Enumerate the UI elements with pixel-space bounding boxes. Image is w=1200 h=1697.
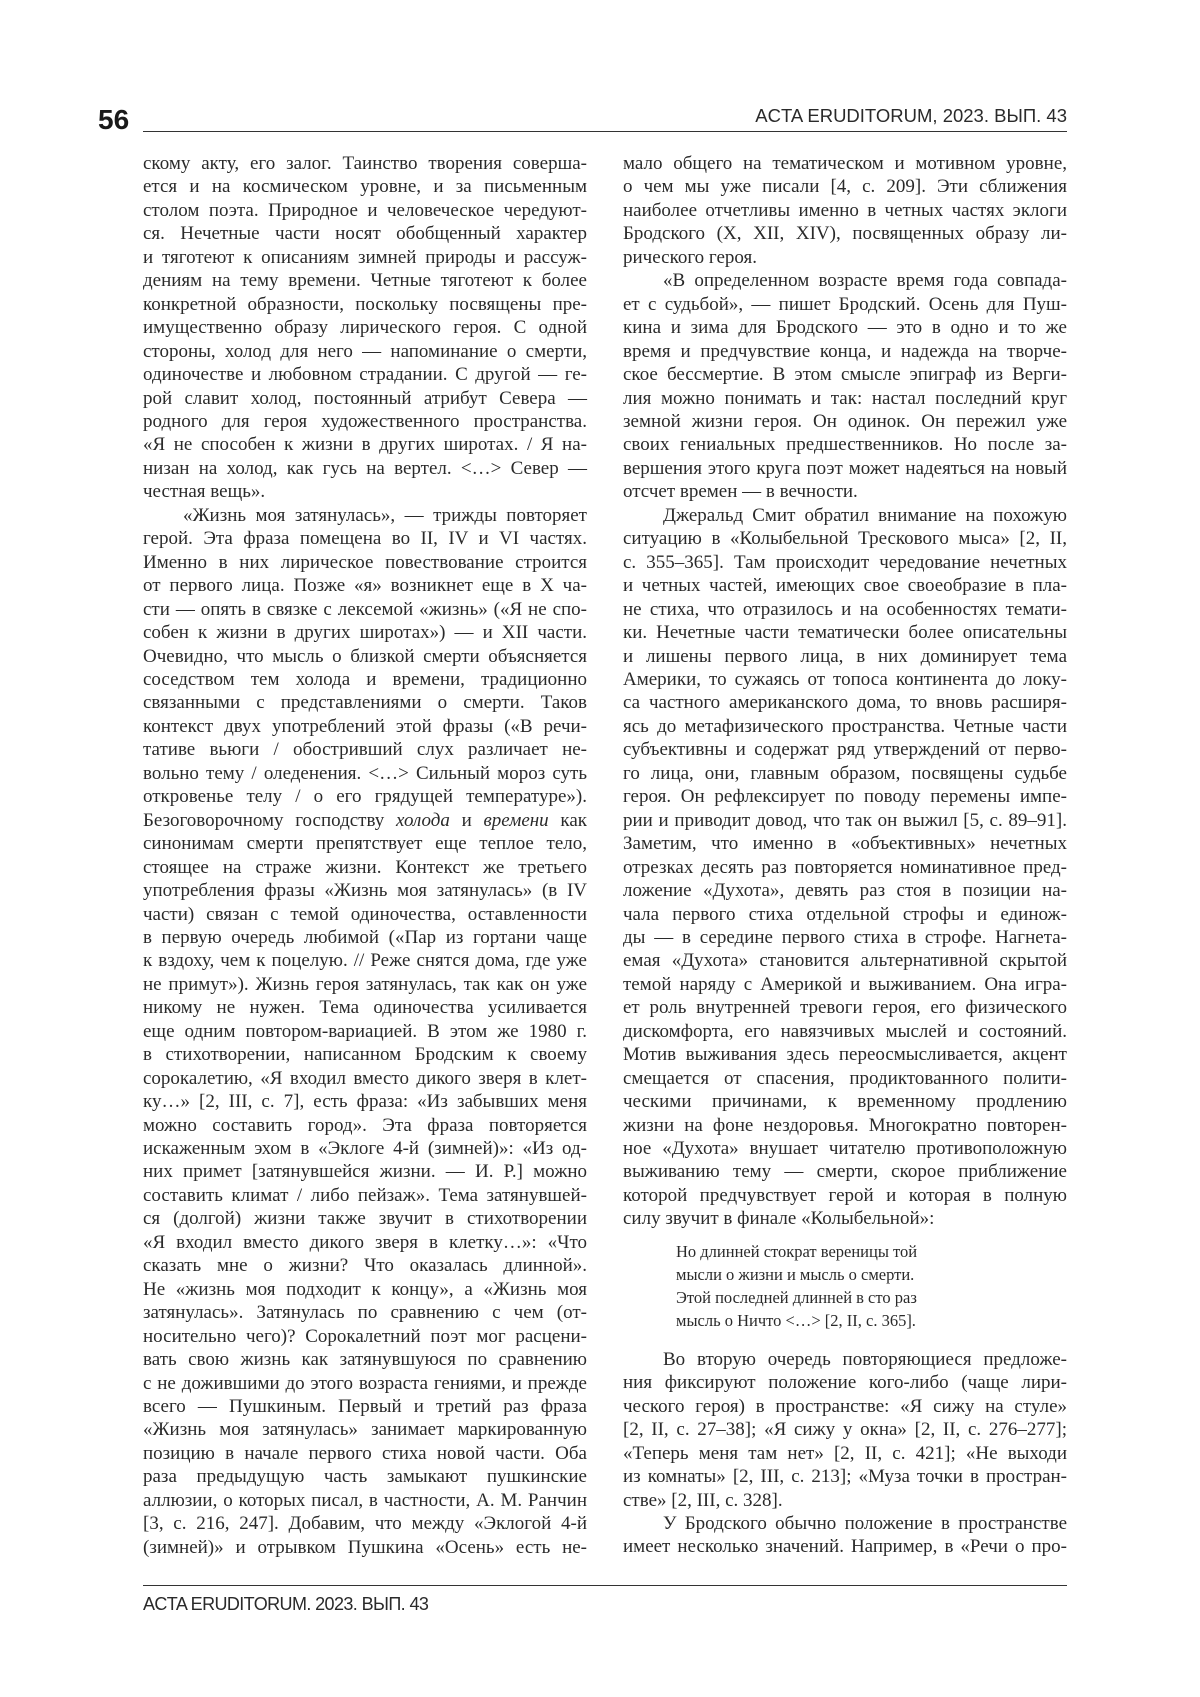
text-line: [3, с. 216, 247]. Добавим, что между «Эклогой 4-й — [143, 1512, 587, 1535]
text-line: которой предчувствует герой и которая в полную — [623, 1184, 1067, 1207]
text-line: стве» [2, III, с. 328]. — [623, 1489, 1067, 1512]
text-line: с. 355–365]. Там происходит чередование нечетных — [623, 551, 1067, 574]
text-line: герой. Эта фраза помещена во II, IV и VI частях. — [143, 527, 587, 550]
text-line: Во вторую очередь повторяющиеся предложе- — [623, 1348, 1067, 1371]
text-line: имущественно образу лирического героя. С одной — [143, 316, 587, 339]
text-line: к вздоху, чем к поцелую. // Реже снятся дома, где уже — [143, 949, 587, 972]
text-line: вать свою жизнь как затянувшуюся по сравнению — [143, 1348, 587, 1371]
text-line: и тяготеют к описаниям зимней природы и рассуж- — [143, 246, 587, 269]
italic-text: холода — [396, 810, 450, 831]
text-line: жизни на фоне нездоровья. Многократно повторен- — [623, 1114, 1067, 1137]
text-line: ситуацию в «Колыбельной Трескового мыса» [2, II, — [623, 527, 1067, 550]
text-line: ки. Нечетные части тематически более описательны — [623, 621, 1067, 644]
text-line: сказать мне о жизни? Что оказалась длинной». — [143, 1254, 587, 1277]
text-line: «В определенном возрасте время года совпада- — [623, 269, 1067, 292]
text-line: раза предыдущую часть замыкают пушкинские — [143, 1465, 587, 1488]
text-line: земной жизни героя. Он одинок. Он пережил уже — [623, 410, 1067, 433]
text-line: синонимам смерти препятствует еще теплое тело, — [143, 832, 587, 855]
text-line: не стиха, что отразилось и на особенностях темати- — [623, 598, 1067, 621]
text-line: и четных частей, имеющих свое своеобразие в пла- — [623, 574, 1067, 597]
text-line: Америки, то сужаясь от топоса континента до локу- — [623, 668, 1067, 691]
text-line: отсчет времен — в вечности. — [623, 480, 1067, 503]
text-line: низан на холод, как гусь на вертел. <…> Север — — [143, 457, 587, 480]
block-quote — [676, 1240, 1067, 1332]
text-line: ное «Духота» внушает читателю противоположную — [623, 1137, 1067, 1160]
text-line: смещается от спасения, продиктованного полити- — [623, 1067, 1067, 1090]
text-line: Мотив выживания здесь переосмысливается, акцент — [623, 1043, 1067, 1066]
text-line: отрезках десять раз повторяется номинативное пред- — [623, 856, 1067, 879]
text-line: Заметим, что именно в «объективных» нечетных — [623, 832, 1067, 855]
text-line: ется и на космическом уровне, и за письменным — [143, 175, 587, 198]
text-line: са частного американского дома, то вновь расширя- — [623, 691, 1067, 714]
text-line: емая «Духота» становится альтернативной скрытой — [623, 949, 1067, 972]
text-line: и лишены первого лица, в них доминирует тема — [623, 645, 1067, 668]
page-number: 56 — [98, 104, 129, 136]
text-line: контекст двух употреблений этой фразы («В речи- — [143, 715, 587, 738]
text-line: ясь до метафизического пространства. Четные части — [623, 715, 1067, 738]
text-line: родного для героя художественного пространства. — [143, 410, 587, 433]
paragraph — [143, 152, 587, 504]
text-line: «Я не способен к жизни в других широтах. / Я на- — [143, 433, 587, 456]
header-rule — [143, 131, 1067, 132]
text-line: в стихотворении, написанном Бродским к своему — [143, 1043, 587, 1066]
text-line: Не «жизнь моя подходит к концу», а «Жизнь моя — [143, 1278, 587, 1301]
text-line: вольно тему / оледенения. <…> Сильный мороз суть — [143, 762, 587, 785]
text-line: мало общего на тематическом и мотивном уровне, — [623, 152, 1067, 175]
text-line: от первого лица. Позже «я» возникнет еще в X ча- — [143, 574, 587, 597]
text-line: аллюзии, о которых писал, в частности, А. М. Ранчин — [143, 1489, 587, 1512]
text-line: ды — в середине первого стиха в строфе. Нагнета- — [623, 926, 1067, 949]
text-line: позицию в начале первого стиха новой части. Оба — [143, 1442, 587, 1465]
text-line: ет роль внутренней тревоги героя, его физического — [623, 996, 1067, 1019]
quote-line: Но длинней стократ вереницы той — [676, 1240, 1067, 1263]
text-line: откровенье телу / о его грядущей температуре»). — [143, 785, 587, 808]
quote-line: мысль о Ничто <…> [2, II, с. 365]. — [676, 1309, 1067, 1332]
text-line: тативе вьюги / обостривший слух различает не- — [143, 738, 587, 761]
text-line: дискомфорта, его навязчивых мыслей и состояний. — [623, 1020, 1067, 1043]
quote-line: мысли о жизни и мысль о смерти. — [676, 1263, 1067, 1286]
text-line: ния фиксируют положение кого-либо (чаще лири- — [623, 1371, 1067, 1394]
paragraph — [623, 1348, 1067, 1512]
text-line: них примет [затянувшейся жизни. — И. Р.] можно — [143, 1160, 587, 1183]
text-line: лия можно понимать и так: настал последний круг — [623, 387, 1067, 410]
italic-text: времени — [483, 810, 548, 831]
text-line: героя. Он рефлексирует по поводу перемены импе- — [623, 785, 1067, 808]
text-line: кина и зима для Бродского — это в одно и то же — [623, 316, 1067, 339]
quote-line: Этой последней длинней в сто раз — [676, 1286, 1067, 1309]
text-line: в первую очередь любимой («Пар из гортани чаще — [143, 926, 587, 949]
text-line: рой славит холод, постоянный атрибут Севера — — [143, 387, 587, 410]
text-segment: как — [549, 810, 587, 831]
text-line: Очевидно, что мысль о близкой смерти объясняется — [143, 645, 587, 668]
right-column — [623, 152, 1067, 1559]
text-line: сти — опять в связке с лексемой «жизнь» («Я не спо- — [143, 598, 587, 621]
text-line: можно составить город». Эта фраза повторяется — [143, 1114, 587, 1137]
text-line: го лица, они, главным образом, посвящены судьбе — [623, 762, 1067, 785]
text-line: силу звучит в финале «Колыбельной»: — [623, 1207, 1067, 1230]
text-line: «Жизнь моя затянулась» занимает маркированную — [143, 1418, 587, 1441]
text-line: одиночестве и любовном страдании. С другой — ге- — [143, 363, 587, 386]
text-line: честная вещь». — [143, 480, 587, 503]
text-line: скому акту, его залог. Таинство творения соверша- — [143, 152, 587, 175]
text-line: конкретной образности, поскольку посвящены пре- — [143, 293, 587, 316]
paragraph — [623, 1512, 1067, 1559]
text-line: носительно чего)? Сорокалетний поэт мог расцени- — [143, 1325, 587, 1348]
text-line: чала первого стиха отдельной строфы и единож- — [623, 903, 1067, 926]
text-line: столом поэта. Природное и человеческое чередуют- — [143, 199, 587, 222]
text-line: связанными с представлениями о смерти. Таков — [143, 691, 587, 714]
footer-rule — [143, 1585, 1067, 1586]
text-line: затянулась». Затянулась по сравнению с чем (от- — [143, 1301, 587, 1324]
footer-text: ACTA ERUDITORUM. 2023. ВЫП. 43 — [143, 1594, 428, 1615]
text-line: Бродского (X, XII, XIV), посвященных образу ли- — [623, 222, 1067, 245]
text-line: вершения этого круга поэт может надеяться на новый — [623, 457, 1067, 480]
text-line: стороны, холод для него — напоминание о смерти, — [143, 340, 587, 363]
text-line: соседством тем холода и времени, традиционно — [143, 668, 587, 691]
text-line: сорокалетию, «Я входил вместо дикого зверя в клет- — [143, 1067, 587, 1090]
text-line: не примут»). Жизнь героя затянулась, так как он уже — [143, 973, 587, 996]
text-line: темой наряду с Америкой и выживанием. Она игра- — [623, 973, 1067, 996]
text-line: Именно в них лирическое повествование строится — [143, 551, 587, 574]
text-line: употребления фразы «Жизнь моя затянулась» (в IV — [143, 879, 587, 902]
text-line: субъективны и содержат ряд утверждений от перво- — [623, 738, 1067, 761]
text-line: ческими причинами, к временному продлению — [623, 1090, 1067, 1113]
text-line: из комнаты» [2, III, с. 213]; «Муза точки в простран- — [623, 1465, 1067, 1488]
text-line: части) связан с темой одиночества, оставленности — [143, 903, 587, 926]
text-line: ку…» [2, III, с. 7], есть фраза: «Из забывших меня — [143, 1090, 587, 1113]
text-line: рии и приводит довод, что так он выжил [5, с. 89–91]. — [623, 809, 1067, 832]
text-line: У Бродского обычно положение в пространстве — [623, 1512, 1067, 1535]
text-line: «Теперь меня там нет» [2, II, с. 421]; «Не выходи — [623, 1442, 1067, 1465]
text-line: ся. Нечетные части носят обобщенный характер — [143, 222, 587, 245]
paragraph — [623, 152, 1067, 269]
text-line: ское бессмертие. В этом смысле эпиграф из Верги- — [623, 363, 1067, 386]
text-line: наиболее отчетливы именно в четных частях эклоги — [623, 199, 1067, 222]
text-line: [2, II, с. 27–38]; «Я сижу у окна» [2, II, с. 276–277]; — [623, 1418, 1067, 1441]
text-segment: Безоговорочному господству — [143, 810, 396, 831]
text-line: дениям на тему времени. Четные тяготеют к более — [143, 269, 587, 292]
text-line: «Жизнь моя затянулась», — трижды повторяет — [143, 504, 587, 527]
text-line: (зимней)» и отрывком Пушкина «Осень» есть не- — [143, 1536, 587, 1559]
paragraph — [623, 269, 1067, 504]
text-line: составить климат / либо пейзаж». Тема затянувшей- — [143, 1184, 587, 1207]
text-line: собен к жизни в других широтах») — и XII части. — [143, 621, 587, 644]
text-line: никому не нужен. Тема одиночества усиливается — [143, 996, 587, 1019]
text-line: стоящее на страже жизни. Контекст же третьего — [143, 856, 587, 879]
text-line: еще одним повтором-вариацией. В этом же 1980 г. — [143, 1020, 587, 1043]
text-line: ложение «Духота», девять раз стоя в позиции на- — [623, 879, 1067, 902]
running-head: ACTA ERUDITORUM, 2023. ВЫП. 43 — [755, 105, 1067, 127]
text-line: искаженным эхом в «Эклоге 4-й (зимней)»: «Из од- — [143, 1137, 587, 1160]
text-line: «Я входил вместо дикого зверя в клетку…»: «Что — [143, 1231, 587, 1254]
text-line: ся (долгой) жизни также звучит в стихотворении — [143, 1207, 587, 1230]
right-column-text-before-quote — [623, 152, 1067, 1231]
text-line — [143, 809, 587, 832]
text-line: имеет несколько значений. Например, в «Речи о про- — [623, 1535, 1067, 1558]
text-line: рического героя. — [623, 246, 1067, 269]
text-line: всего — Пушкиным. Первый и третий раз фраза — [143, 1395, 587, 1418]
text-segment: и — [450, 810, 484, 831]
left-column — [143, 152, 587, 1559]
text-line: своих гениальных предшественников. Но после за- — [623, 433, 1067, 456]
text-line: время и предчувствие конца, и надежда на творче- — [623, 340, 1067, 363]
paragraph — [623, 504, 1067, 1231]
text-line: Джеральд Смит обратил внимание на похожую — [623, 504, 1067, 527]
text-line: ческого героя) в пространстве: «Я сижу на стуле» — [623, 1395, 1067, 1418]
text-line: ет с судьбой», — пишет Бродский. Осень для Пуш- — [623, 293, 1067, 316]
text-line: о чем мы уже писали [4, с. 209]. Эти сближения — [623, 175, 1067, 198]
right-column-text-after-quote — [623, 1348, 1067, 1559]
text-line: выживанию тему — смерти, скорое приближение — [623, 1160, 1067, 1183]
paragraph — [143, 504, 587, 1559]
text-line: с не дожившими до этого возраста гениями, и прежде — [143, 1372, 587, 1395]
